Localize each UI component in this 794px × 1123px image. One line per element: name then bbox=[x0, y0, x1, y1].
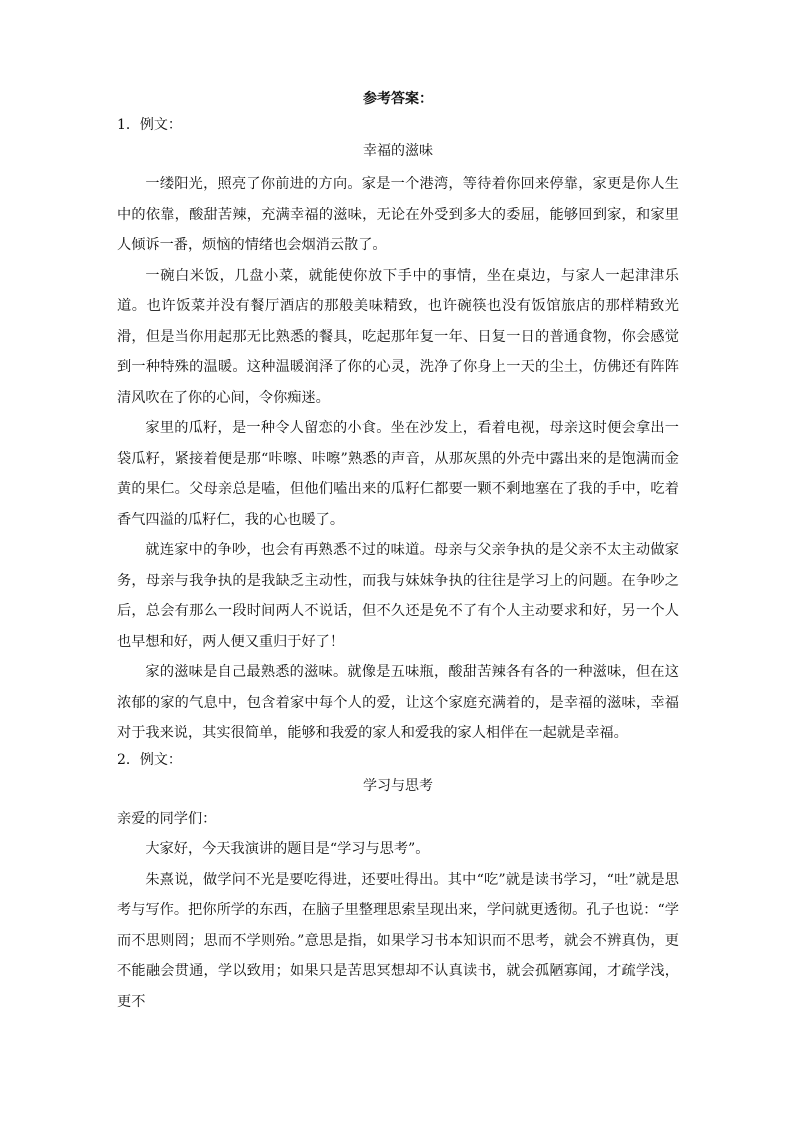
essay-1-paragraph-2: 一碗白米饭，几盘小菜，就能使你放下手中的事情，坐在桌边，与家人一起津津乐道。也许饭菜并没有餐厅酒店的那般美味精致，也许碗筷也没有饭馆旅店的那样精致光滑，但是当你用起那无比熟悉的餐具，吃起那年复一年、日复一日的普通食物，你会感觉到一种特殊的温暖。这种温暖润泽了你的心灵，洗净了你身上一天的尘土，仿佛还有阵阵清风吹在了你的心间，令你痴迷。 bbox=[117, 267, 679, 406]
essay-2-paragraph-2: 朱熹说，做学问不光是要吃得进，还要吐得出。其中“吃”就是读书学习，“吐”就是思考与写作。把你所学的东西，在脑子里整理思索呈现出来，学问就更透彻。孔子也说：“学而不思则罔；思而不学则殆。”意思是指，如果学习书本知识而不思考，就会不辨真伪，更不能融会贯通，学以致用；如果只是苦思冥想却不认真读书，就会孤陋寡闻，才疏学浅，更不 bbox=[117, 871, 679, 1010]
essay-2-salutation: 亲爱的同学们： bbox=[117, 810, 217, 827]
essay-2-paragraph-1: 大家好，今天我演讲的题目是“学习与思考”。 bbox=[145, 841, 430, 857]
answer-page bbox=[117, 90, 679, 1017]
question-1-label: 1．例文： bbox=[117, 117, 182, 133]
question-2-label: 2．例文： bbox=[117, 751, 182, 768]
essay-1-paragraph-1: 一缕阳光，照亮了你前进的方向。家是一个港湾，等待着你回来停靠，家更是你人生中的依靠，酸甜苦辣，充满幸福的滋味，无论在外受到多大的委屈，能够回到家，和家里人倾诉一番，烦恼的情绪也会烟消云散了。 bbox=[117, 176, 679, 253]
essay-2-title: 学习与思考 bbox=[363, 777, 433, 794]
essay-1-title: 幸福的滋味 bbox=[363, 143, 433, 159]
essay-1-paragraph-5: 家的滋味是自己最熟悉的滋味。就像是五味瓶，酸甜苦辣各有各的一种滋味，但在这浓郁的家的气息中，包含着家中每个人的爱，让这个家庭充满着的，是幸福的滋味，幸福对于我来说，其实很简单，能够和我爱的家人和爱我的家人相伴在一起就是幸福。 bbox=[117, 664, 679, 741]
essay-1-paragraph-4: 就连家中的争吵，也会有再熟悉不过的味道。母亲与父亲争执的是父亲不太主动做家务，母亲与我争执的是我缺乏主动性，而我与妹妹争执的往往是学习上的问题。在争吵之后，总会有那么一段时间两人不说话，但不久还是免不了有个人主动要求和好，另一个人也早想和好，两人便又重归于好了！ bbox=[117, 542, 679, 650]
page-heading: 参考答案： bbox=[363, 91, 433, 107]
essay-1-paragraph-3: 家里的瓜籽，是一种令人留恋的小食。坐在沙发上，看着电视，母亲这时便会拿出一袋瓜籽，紧接着便是那“咔嚓、咔嚓”熟悉的声音，从那灰黑的外壳中露出来的是饱满而金黄的果仁。父母亲总是嗑，但他们嗑出来的瓜籽仁都要一颗不剩地塞在了我的手中，吃着香气四溢的瓜籽仁，我的心也暖了。 bbox=[117, 420, 679, 528]
